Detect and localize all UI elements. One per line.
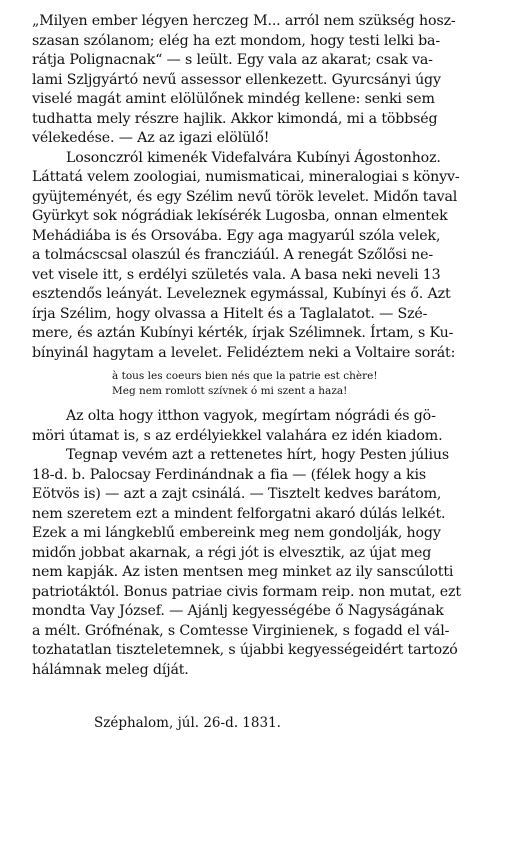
text-line: 18-d. b. Palocsay Ferdinándnak a fia — (félek hogy a kis — [32, 466, 427, 483]
text-line: szasan szólanom; elég ha ezt mondom, hogy testi lelki ba- — [32, 32, 440, 49]
text-line: Mehádiába is és Orsovába. Egy aga magyarúl szóla velek, — [32, 227, 441, 244]
paragraph-2 — [32, 149, 508, 364]
quote-line: à tous les coeurs bien nés que la patrie est chère! — [112, 370, 378, 382]
text-line: tozhatatlan tiszteletemnek, s újabbi kegyességeidért tartozó — [32, 642, 458, 658]
text-line: esztendős leányát. Leveleznek egymással, Kubínyi és ő. Azt — [32, 286, 451, 302]
text-line: Eötvös is) — azt a zajt csinálá. — Tisztelt kedves barátom, — [32, 486, 442, 502]
text-line: rátja Polignacnak“ — s leült. Egy vala az akarat; csak va- — [32, 52, 433, 68]
text-line: Gyürkyt sok nógrádiak lekísérék Lugosba, onnan elmentek — [32, 208, 448, 224]
text-line: midőn jobbat akarnak, a régi jót is elvesztik, az újat meg — [32, 544, 432, 561]
text-line: vet visele itt, s erdélyi születés vala. A basa neki neveli 13 — [32, 266, 441, 283]
signature-place-date: Széphalom, júl. 26-d. 1831. — [94, 715, 281, 731]
text-line: „Milyen ember légyen herczeg M... arról nem szükség hosz- — [32, 13, 456, 29]
text-line: nem szeretem ezt a mindent felforgatni akaró dúlás lelkét. — [32, 505, 446, 522]
text-line: Az olta hogy itthon vagyok, megírtam nógrádi és gö- — [66, 408, 436, 424]
text-line: Láttatá velem zoologiai, numismaticai, mineralogiai s könyv- — [32, 169, 460, 185]
text-line: Losonczról kimenék Videfalvára Kubínyi Ágostonhoz. — [66, 149, 441, 166]
text-line: bínyinál hagytam a levelet. Felidéztem neki a Voltaire sorát: — [32, 344, 456, 361]
text-line: Tegnap vevém azt a rettenetes hírt, hogy Pesten július — [66, 447, 450, 463]
text-line: a mélt. Grófnénak, s Comtesse Virginienek, s fogadd el vál- — [32, 622, 450, 639]
text-line: lami Szljgyártó nevű assessor ellenkezett. Gyurcsányi úgy — [32, 71, 441, 88]
quote-line: Meg nem romlott szívnek ó mi szent a haza! — [112, 385, 348, 397]
paragraph-3 — [32, 407, 508, 680]
text-line: hálámnak meleg díját. — [32, 661, 189, 678]
verse-quotation — [32, 369, 508, 399]
text-line: mere, és aztán Kubínyi kérték, írjak Szélimnek. Írtam, s Ku- — [32, 325, 454, 341]
text-line: írja Szélim, hogy olvassa a Hitelt és a Taglalatot. — Szé- — [32, 305, 428, 322]
text-line: tudhatta mely részre hajlik. Akkor kimondá, mi a többség — [32, 110, 438, 127]
text-line: gyüjteményét, és egy Szélim nevű török levelet. Midőn taval — [32, 188, 458, 205]
text-line: mondta Vay József. — Ajánlj kegyességébe ő Nagyságának — [32, 603, 444, 619]
text-line: Ezek a mi lángkeblű embereink meg nem gondolják, hogy — [32, 525, 441, 541]
text-line: viselé magát amint elölülőnek mindég kellene: senki sem — [32, 91, 435, 107]
text-line: möri útamat is, s az erdélyiekkel valahára ez idén kiadom. — [32, 427, 443, 444]
text-line: a tolmácscsal olaszúl és francziáúl. A renegát Szőlősi ne- — [32, 247, 434, 263]
text-line: nem kapják. Az isten mentsen meg minket az ily sanscúlotti — [32, 564, 454, 580]
text-line: patriotáktól. Bonus patriae civis formam reip. non mutat, ezt — [32, 583, 461, 600]
paragraph-1 — [32, 12, 508, 149]
text-line: vélekedése. — Az az igazi elölülő! — [32, 130, 270, 146]
